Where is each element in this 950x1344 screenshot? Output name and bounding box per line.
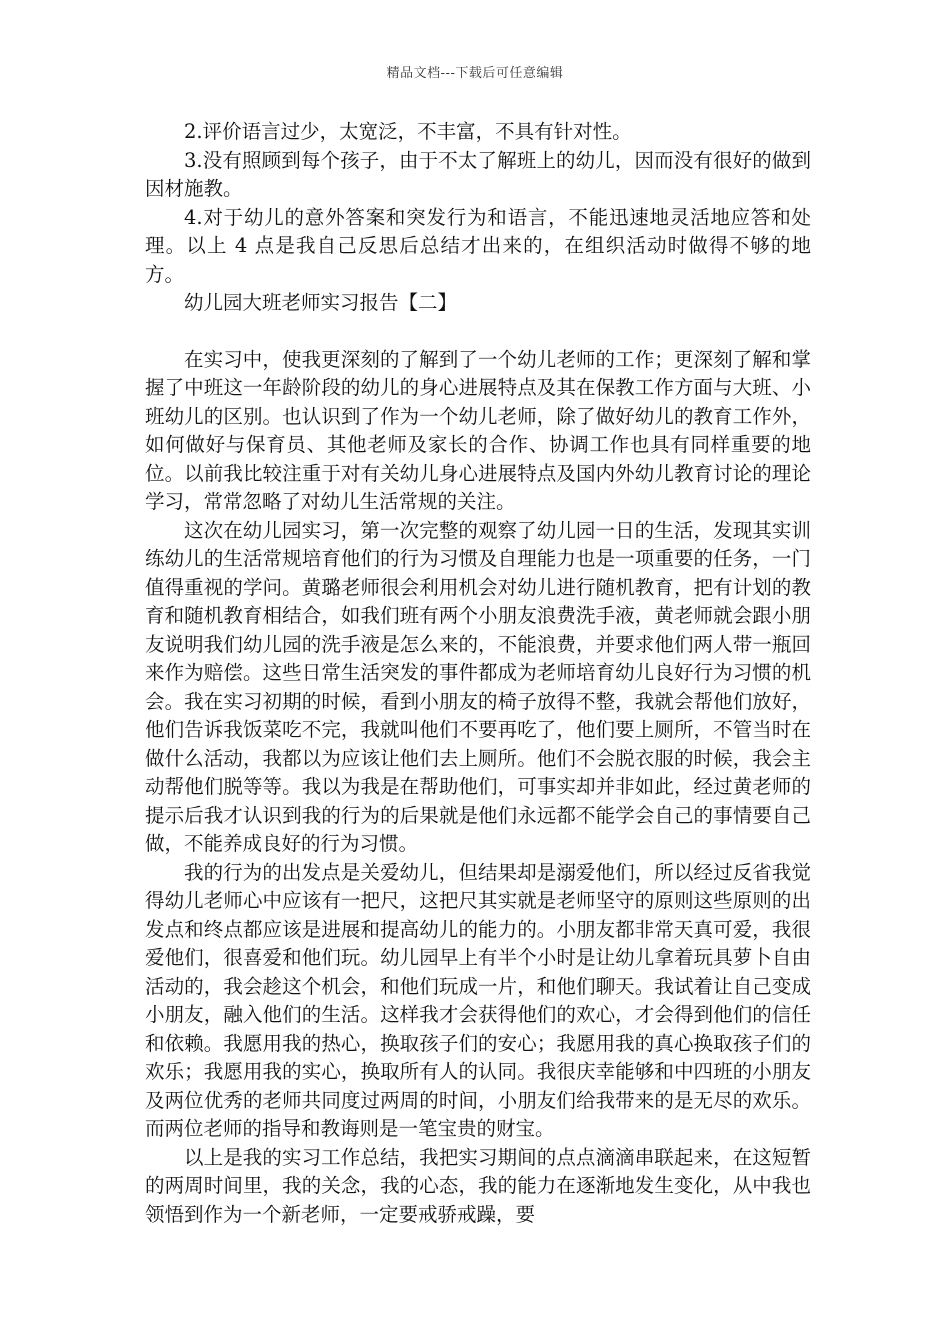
paragraph-individual-attention: 3.没有照顾到每个孩子，由于不太了解班上的幼儿，因而没有很好的做到因材施教。 bbox=[145, 148, 811, 200]
document-body bbox=[145, 118, 811, 1229]
paragraph-summary: 以上是我的实习工作总结，我把实习期间的点点滴滴串联起来，在这短暂的两周时间里，我的关念，我的心态，我的能力在逐渐地发生变化，从中我也领悟到作为一个新老师，一定要戒骄戒躁，要 bbox=[145, 1145, 811, 1226]
page-header: 精品文档---下载后可任意编辑 bbox=[386, 66, 564, 81]
paragraph-care-principles: 我的行为的出发点是关爱幼儿，但结果却是溺爱他们，所以经过反省我觉得幼儿老师心中应该有一把尺，这把尺其实就是老师坚守的原则这些原则的出发点和终点都应该是进展和提高幼儿的能力的。小朋友都非常天真可爱，我很爱他们，很喜爱和他们玩。幼儿园早上有半个小时是让幼儿拿着玩具萝卜自由活动的，我会趁这个机会，和他们玩成一片，和他们聊天。我试着让自己变成小朋友，融入他们的生活。这样我才会获得他们的欢心，才会得到他们的信任和依赖。我愿用我的热心，换取孩子们的安心；我愿用我的真心换取孩子们的欢乐；我愿用我的实心，换取所有人的认同。我很庆幸能够和中四班的小朋友及两位优秀的老师共同度过两周的时间，小朋友们给我带来的是无尽的欢乐。而两位老师的指导和教诲则是一笔宝贵的财宝。 bbox=[145, 860, 811, 1140]
paragraph-internship-understanding: 在实习中，使我更深刻的了解到了一个幼儿老师的工作；更深刻了解和掌握了中班这一年龄阶段的幼儿的身心进展特点及其在保教工作方面与大班、小班幼儿的区别。也认识到了作为一个幼儿老师，除了做好幼儿的教育工作外，如何做好与保育员、其他老师及家长的合作、协调工作也具有同样重要的地位。以前我比较注重于对有关幼儿身心进展特点及国内外幼儿教育讨论的理论学习，常常忽略了对幼儿生活常规的关注。 bbox=[145, 347, 811, 513]
paragraph-daily-routine: 这次在幼儿园实习，第一次完整的观察了幼儿园一日的生活，发现其实训练幼儿的生活常规培育他们的行为习惯及自理能力也是一项重要的任务，一门值得重视的学问。黄璐老师很会利用机会对幼儿进行随机教育，把有计划的教育和随机教育相结合，如我们班有两个小朋友浪费洗手液，黄老师就会跟小朋友说明我们幼儿园的洗手液是怎么来的，不能浪费，并要求他们两人带一瓶回来作为赔偿。这些日常生活突发的事件都成为老师培育幼儿良好行为习惯的机会。我在实习初期的时候，看到小朋友的椅子放得不整，我就会帮他们放好，他们告诉我饭菜吃不完，我就叫他们不要再吃了，他们要上厕所，不管当时在做什么活动，我都以为应该让他们去上厕所。他们不会脱衣服的时候，我会主动帮他们脱等等。我以为我是在帮助他们，可事实却并非如此，经过黄老师的提示后我才认识到我的行为的后果就是他们永远都不能学会自己的事情要自己做，不能养成良好的行为习惯。 bbox=[145, 518, 811, 855]
paragraph-unexpected-answers: 4.对于幼儿的意外答案和突发行为和语言，不能迅速地灵活地应答和处理。以上 4 点是我自己反思后总结才出来的，在组织活动时做得不够的地方。 bbox=[145, 205, 811, 286]
paragraph-evaluation-language: 2.评价语言过少，太宽泛，不丰富，不具有针对性。 bbox=[184, 120, 632, 143]
section-subtitle: 幼儿园大班老师实习报告【二】 bbox=[184, 291, 458, 314]
